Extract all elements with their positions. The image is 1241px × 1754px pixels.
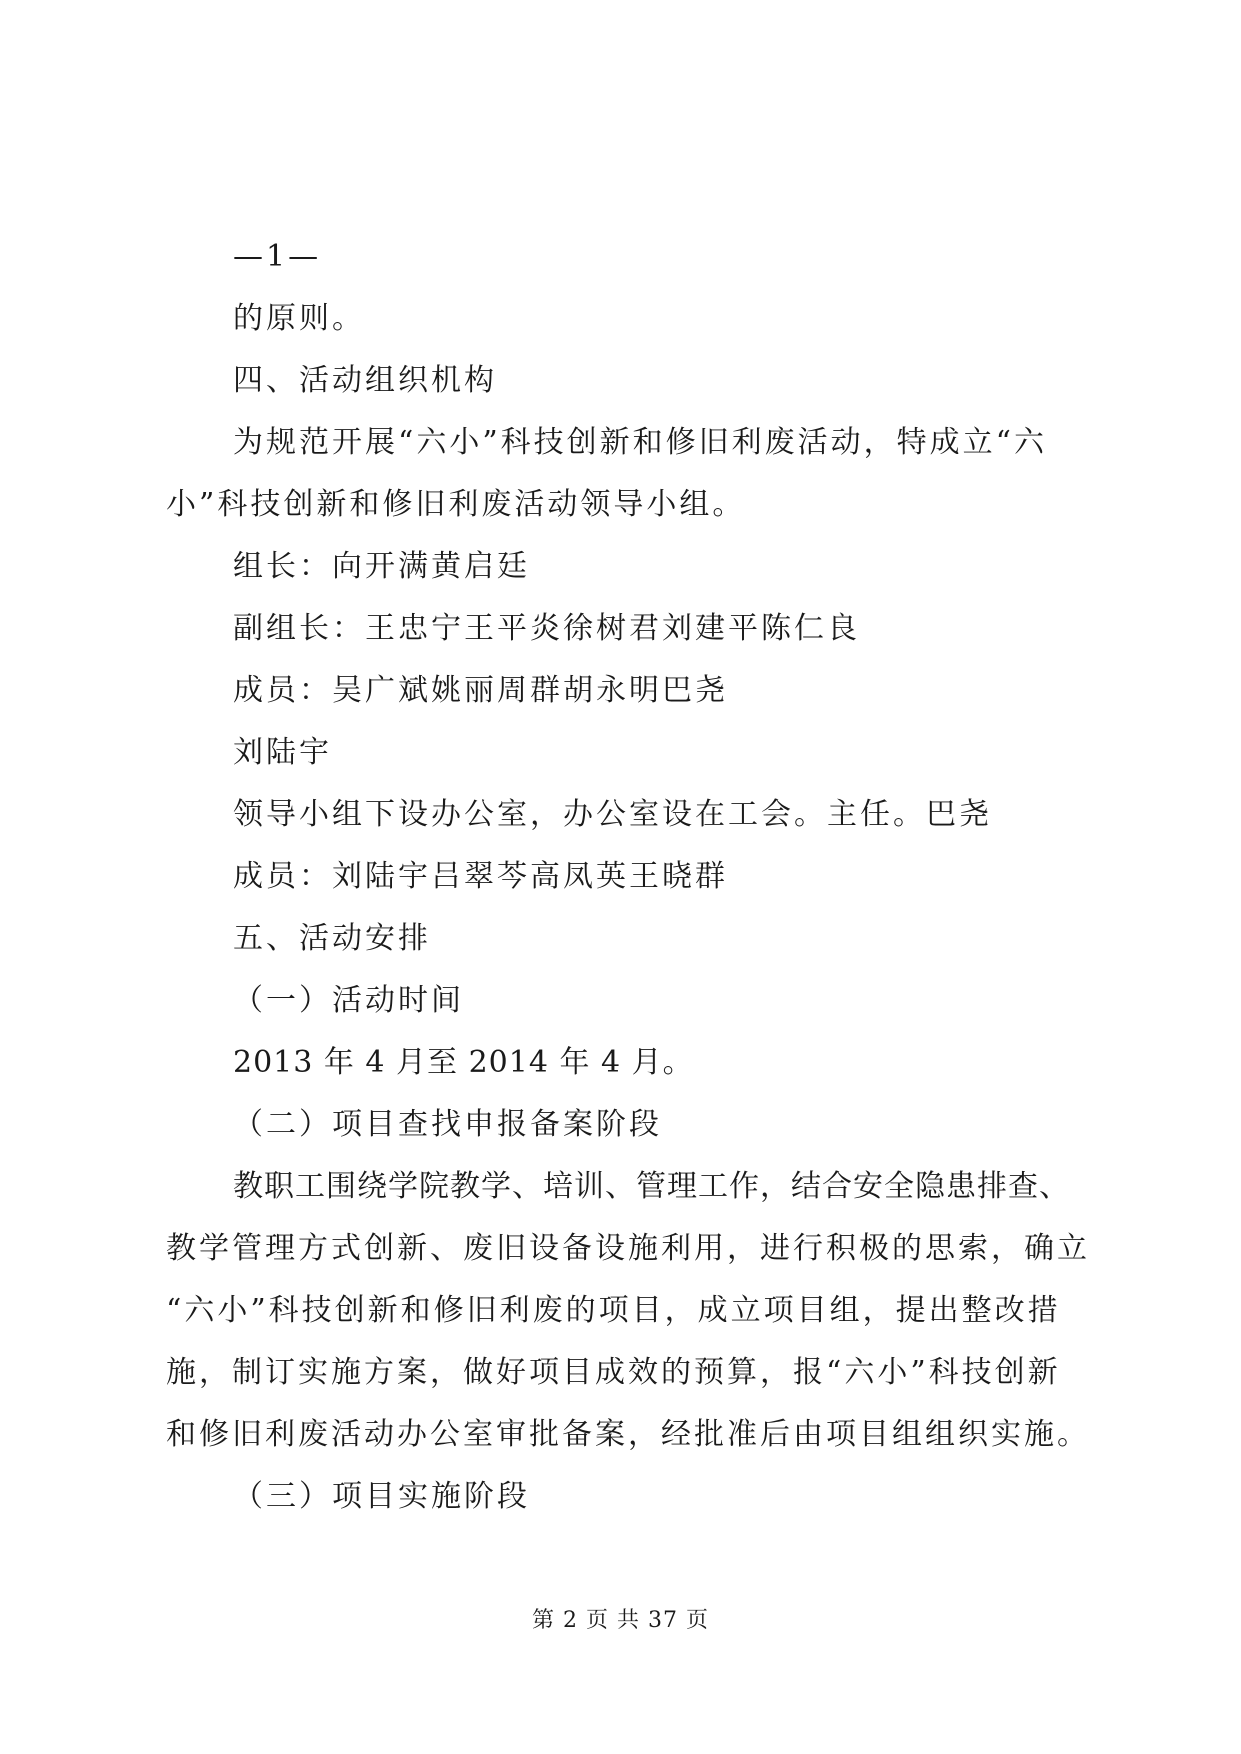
section-heading-organization: 四、活动组织机构 [233,363,497,398]
paragraph-line: 教职工围绕学院教学、培训、管理工作，结合安全隐患排查、 [233,1169,1070,1204]
page-marker: —1— [233,239,322,274]
paragraph-line: 和修旧利废活动办公室审批备案，经批准后由项目组组织实施。 [166,1417,1090,1452]
deputy-leader-line: 副组长：王忠宁王平炎徐树君刘建平陈仁良 [233,611,860,646]
subsection-heading-time: （一）活动时间 [233,983,464,1018]
paragraph-line: 教学管理方式创新、废旧设备设施利用，进行积极的思索，确立 [166,1231,1090,1266]
paragraph-line: 为规范开展“六小”科技创新和修旧利废活动，特成立“六 [233,425,1048,460]
subsection-heading-implementation: （三）项目实施阶段 [233,1479,530,1514]
members-line-continued: 刘陆宇 [233,735,332,770]
subsection-heading-filing: （二）项目查找申报备案阶段 [233,1107,662,1142]
page-footer: 第 2 页 共 37 页 [532,1608,709,1633]
team-leader-line: 组长：向开满黄启廷 [233,549,530,584]
paragraph-line: “六小”科技创新和修旧利废的项目，成立项目组，提出整改措 [166,1293,1061,1328]
section-heading-schedule: 五、活动安排 [233,921,431,956]
paragraph-line: 施，制订实施方案，做好项目成效的预算，报“六小”科技创新 [166,1355,1061,1390]
activity-period-line: 2013 年 4 月至 2014 年 4 月。 [233,1045,694,1080]
office-members-line: 成员：刘陆宇吕翠芩高凤英王晓群 [233,859,728,894]
office-line: 领导小组下设办公室，办公室设在工会。主任。巴尧 [233,797,992,832]
paragraph-line: 小”科技创新和修旧利废活动领导小组。 [166,487,746,522]
text-line-principle: 的原则。 [233,301,365,336]
members-line: 成员：吴广斌姚丽周群胡永明巴尧 [233,673,728,708]
